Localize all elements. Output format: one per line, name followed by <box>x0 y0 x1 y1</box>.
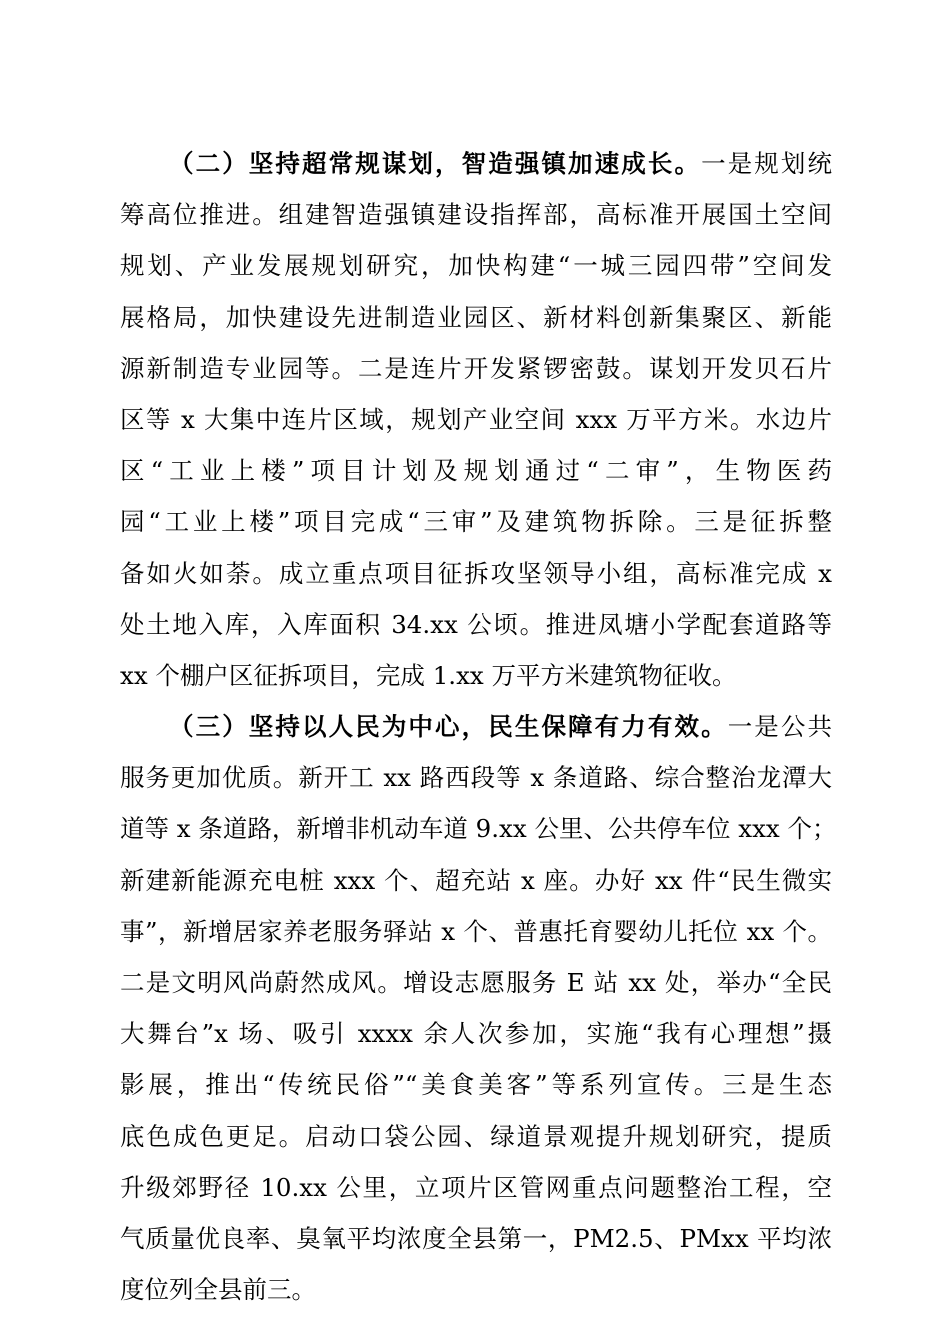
paragraph-line: 源新制造专业园等。二是连片开发紧锣密鼓。谋划开发贝石片 <box>120 353 832 383</box>
paragraph-line: 区等 x 大集中连片区域，规划产业空间 xxx 万平方米。水边片 <box>120 404 832 434</box>
paragraph-line: （三）坚持以人民为中心，民生保障有力有效。一是公共 <box>169 712 832 742</box>
paragraph-line: 备如火如荼。成立重点项目征拆攻坚领导小组，高标准完成 x <box>120 558 832 588</box>
paragraph-line: 区“工业上楼”项目计划及规划通过“二审”，生物医药 <box>120 456 832 486</box>
paragraph-line: 气质量优良率、臭氧平均浓度全县第一，PM2.5、PMxx 平均浓 <box>120 1223 832 1253</box>
paragraph-2 <box>120 138 832 701</box>
paragraph-line: 道等 x 条道路，新增非机动车道 9.xx 公里、公共停车位 xxx 个； <box>120 814 837 844</box>
paragraph-line: 服务更加优质。新开工 xx 路西段等 x 条道路、综合整治龙潭大 <box>120 763 832 793</box>
paragraph-line: 二是文明风尚蔚然成风。增设志愿服务 E 站 xx 处，举办“全民 <box>120 968 832 997</box>
paragraph-heading: （二）坚持超常规谋划，智造强镇加速成长。 <box>169 149 702 178</box>
paragraph-line: 大舞台”x 场、吸引 xxxx 余人次参加，实施“我有心理想”摄 <box>120 1019 832 1049</box>
paragraph-line: xx 个棚户区征拆项目，完成 1.xx 万平方米建筑物征收。 <box>120 660 737 690</box>
paragraph-line: 新建新能源充电桩 xxx 个、超充站 x 座。办好 xx 件“民生微实 <box>120 865 832 895</box>
paragraph-line: 底色成色更足。启动口袋公园、绿道景观提升规划研究，提质 <box>120 1121 832 1151</box>
paragraph-line: 事”，新增居家养老服务驿站 x 个、普惠托育婴幼儿托位 xx 个。 <box>120 916 832 946</box>
paragraph-line: 处土地入库，入库面积 34.xx 公顷。推进凤塘小学配套道路等 <box>120 609 832 639</box>
paragraph-line: 筹高位推进。组建智造强镇建设指挥部，高标准开展国土空间 <box>120 200 832 230</box>
paragraph-line: 展格局，加快建设先进制造业园区、新材料创新集聚区、新能 <box>120 302 832 332</box>
paragraph-line: （二）坚持超常规谋划，智造强镇加速成长。一是规划统 <box>169 149 833 178</box>
paragraph-line: 园“工业上楼”项目完成“三审”及建筑物拆除。三是征拆整 <box>120 507 832 537</box>
paragraph-heading: （三）坚持以人民为中心，民生保障有力有效。 <box>169 712 728 742</box>
paragraph-3 <box>120 701 837 1315</box>
document-body <box>120 138 837 1315</box>
paragraph-line: 影展，推出“传统民俗”“美食美客”等系列宣传。三是生态 <box>120 1070 832 1100</box>
paragraph-line: 度位列全县前三。 <box>120 1275 316 1305</box>
paragraph-line: 规划、产业发展规划研究，加快构建“一城三园四带”空间发 <box>120 251 832 281</box>
paragraph-line: 升级郊野径 10.xx 公里，立项片区管网重点问题整治工程，空 <box>120 1172 832 1202</box>
